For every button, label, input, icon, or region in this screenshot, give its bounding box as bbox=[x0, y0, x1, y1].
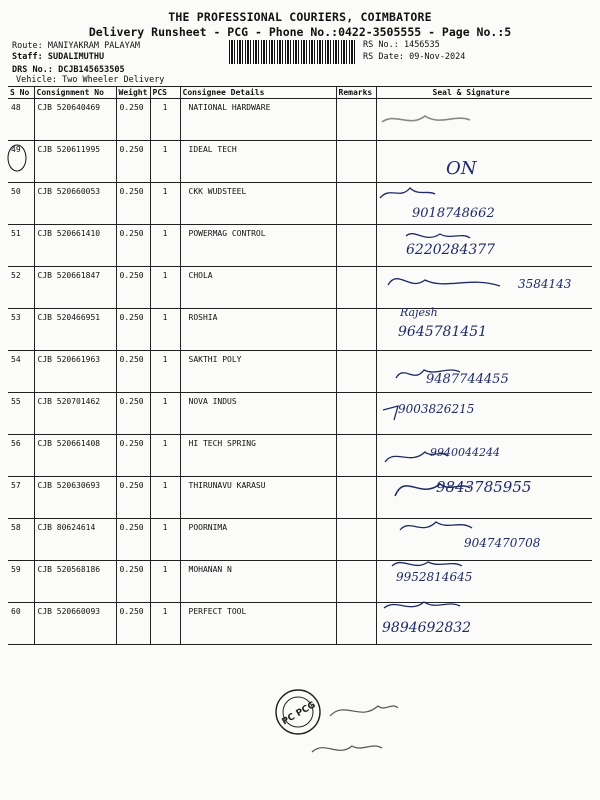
cell-consignment-no: CJB 520701462 bbox=[34, 393, 116, 435]
cell-weight: 0.250 bbox=[116, 225, 150, 267]
cell-weight: 0.250 bbox=[116, 141, 150, 183]
cell-sno: 60 bbox=[8, 603, 34, 645]
col-remarks: Remarks bbox=[336, 87, 376, 99]
handwritten-phone-54: 9487744455 bbox=[426, 372, 509, 387]
handwritten-phone-51: 6220284377 bbox=[406, 242, 496, 258]
handwritten-phone-50: 9018748662 bbox=[412, 206, 495, 221]
cell-sno: 51 bbox=[8, 225, 34, 267]
signature-48 bbox=[382, 116, 470, 122]
route-label: Route: bbox=[12, 41, 43, 51]
signature-58 bbox=[400, 522, 472, 530]
cell-weight: 0.250 bbox=[116, 183, 150, 225]
cell-consignee: POORNIMA bbox=[180, 519, 336, 561]
cell-pcs: 1 bbox=[150, 519, 180, 561]
cell-weight: 0.250 bbox=[116, 477, 150, 519]
cell-consignment-no: CJB 520640469 bbox=[34, 99, 116, 141]
col-pcs: PCS bbox=[150, 87, 180, 99]
cell-pcs: 1 bbox=[150, 351, 180, 393]
cell-pcs: 1 bbox=[150, 225, 180, 267]
cell-weight: 0.250 bbox=[116, 561, 150, 603]
cell-pcs: 1 bbox=[150, 267, 180, 309]
cell-sno: 58 bbox=[8, 519, 34, 561]
col-consignment: Consignment No bbox=[34, 87, 116, 99]
cell-pcs: 1 bbox=[150, 435, 180, 477]
cell-consignment-no: CJB 520466951 bbox=[34, 309, 116, 351]
handwritten-phone-53: 9645781451 bbox=[398, 324, 488, 340]
runsheet-subtitle: Delivery Runsheet - PCG - Phone No.:0422-3505555 - Page No.:5 bbox=[88, 25, 512, 39]
cell-pcs: 1 bbox=[150, 561, 180, 603]
cell-sno: 57 bbox=[8, 477, 34, 519]
cell-weight: 0.250 bbox=[116, 99, 150, 141]
cell-pcs: 1 bbox=[150, 393, 180, 435]
circle-mark-49 bbox=[8, 145, 26, 171]
signature-50 bbox=[380, 188, 435, 198]
cell-weight: 0.250 bbox=[116, 435, 150, 477]
cell-consignee: PERFECT TOOL bbox=[180, 603, 336, 645]
cell-consignee: NATIONAL HARDWARE bbox=[180, 99, 336, 141]
drs-label: DRS No.: bbox=[12, 65, 53, 75]
cell-weight: 0.250 bbox=[116, 519, 150, 561]
cell-consignee: MOHANAN N bbox=[180, 561, 336, 603]
cell-weight: 0.250 bbox=[116, 309, 150, 351]
cell-pcs: 1 bbox=[150, 477, 180, 519]
stamp-signature-2 bbox=[312, 746, 382, 752]
cell-consignment-no: CJB 520661963 bbox=[34, 351, 116, 393]
cell-consignee: SAKTHI POLY bbox=[180, 351, 336, 393]
cell-weight: 0.250 bbox=[116, 351, 150, 393]
handwritten-phone-59: 9952814645 bbox=[396, 570, 473, 584]
cell-consignment-no: CJB 520660053 bbox=[34, 183, 116, 225]
col-consignee: Consignee Details bbox=[180, 87, 336, 99]
cell-consignment-no: CJB 520568186 bbox=[34, 561, 116, 603]
col-signature: Seal & Signature bbox=[376, 87, 592, 99]
stamp-text: PC PCG bbox=[280, 700, 318, 728]
cell-pcs: 1 bbox=[150, 141, 180, 183]
company-title: THE PROFESSIONAL COURIERS, COIMBATORE bbox=[168, 10, 432, 24]
handwritten-phone-60: 9894692832 bbox=[382, 620, 472, 636]
cell-consignee: HI TECH SPRING bbox=[180, 435, 336, 477]
cell-sno: 56 bbox=[8, 435, 34, 477]
cell-consignee: IDEAL TECH bbox=[180, 141, 336, 183]
vehicle-value: Two Wheeler Delivery bbox=[62, 75, 165, 85]
cell-consignment-no: CJB 520660093 bbox=[34, 603, 116, 645]
signature-59 bbox=[392, 562, 462, 566]
staff-label: Staff: bbox=[12, 52, 43, 62]
col-weight: Weight bbox=[116, 87, 150, 99]
route-value: MANIYAKRAM PALAYAM bbox=[47, 41, 140, 51]
cell-consignment-no: CJB 520661847 bbox=[34, 267, 116, 309]
handwritten-phone-57: 9843785955 bbox=[436, 478, 532, 496]
signature-55 bbox=[383, 406, 398, 420]
staff-value: SUDALIMUTHU bbox=[47, 52, 105, 62]
signature-52 bbox=[388, 279, 500, 286]
handwritten-phone-58: 9047470708 bbox=[464, 536, 541, 550]
pc-stamp bbox=[276, 690, 320, 734]
cell-pcs: 1 bbox=[150, 183, 180, 225]
rs-no-label: RS No.: bbox=[363, 40, 399, 50]
cell-weight: 0.250 bbox=[116, 393, 150, 435]
rs-date-value: 09-Nov-2024 bbox=[409, 52, 466, 62]
cell-consignment-no: CJB 520661408 bbox=[34, 435, 116, 477]
cell-pcs: 1 bbox=[150, 309, 180, 351]
rs-date-label: RS Date: bbox=[363, 52, 404, 62]
cell-consignee: POWERMAG CONTROL bbox=[180, 225, 336, 267]
rs-no-value: 1456535 bbox=[403, 40, 440, 50]
cell-consignment-no: CJB 80624614 bbox=[34, 519, 116, 561]
cell-sno: 50 bbox=[8, 183, 34, 225]
cell-pcs: 1 bbox=[150, 603, 180, 645]
cell-consignment-no: CJB 520630693 bbox=[34, 477, 116, 519]
vehicle-label: Vehicle: bbox=[16, 75, 57, 85]
cell-sno: 54 bbox=[8, 351, 34, 393]
handwritten-phone-52: 3584143 bbox=[518, 277, 572, 291]
cell-consignee: CKK WUDSTEEL bbox=[180, 183, 336, 225]
cell-consignment-no: CJB 520611995 bbox=[34, 141, 116, 183]
stamp-signature-1 bbox=[330, 706, 398, 716]
cell-consignee: ROSHIA bbox=[180, 309, 336, 351]
cell-consignee: NOVA INDUS bbox=[180, 393, 336, 435]
handwritten-phone-56: 9940044244 bbox=[430, 446, 500, 459]
handwritten-name-53: Rajesh bbox=[400, 306, 438, 319]
signature-51 bbox=[406, 234, 470, 238]
cell-sno: 55 bbox=[8, 393, 34, 435]
cell-sno: 52 bbox=[8, 267, 34, 309]
signature-60 bbox=[384, 602, 460, 608]
cell-pcs: 1 bbox=[150, 99, 180, 141]
cell-sno: 49 bbox=[8, 141, 34, 183]
cell-consignee: CHOLA bbox=[180, 267, 336, 309]
cell-weight: 0.250 bbox=[116, 267, 150, 309]
cell-consignee: THIRUNAVU KARASU bbox=[180, 477, 336, 519]
cell-sno: 59 bbox=[8, 561, 34, 603]
cell-sno: 48 bbox=[8, 99, 34, 141]
cell-sno: 53 bbox=[8, 309, 34, 351]
cell-weight: 0.250 bbox=[116, 603, 150, 645]
cell-consignment-no: CJB 520661410 bbox=[34, 225, 116, 267]
col-sno: S No bbox=[8, 87, 34, 99]
handwritten-49: ON bbox=[446, 158, 477, 179]
handwritten-phone-55: 9003826215 bbox=[398, 402, 475, 416]
drs-value: DCJB145653505 bbox=[58, 65, 125, 75]
